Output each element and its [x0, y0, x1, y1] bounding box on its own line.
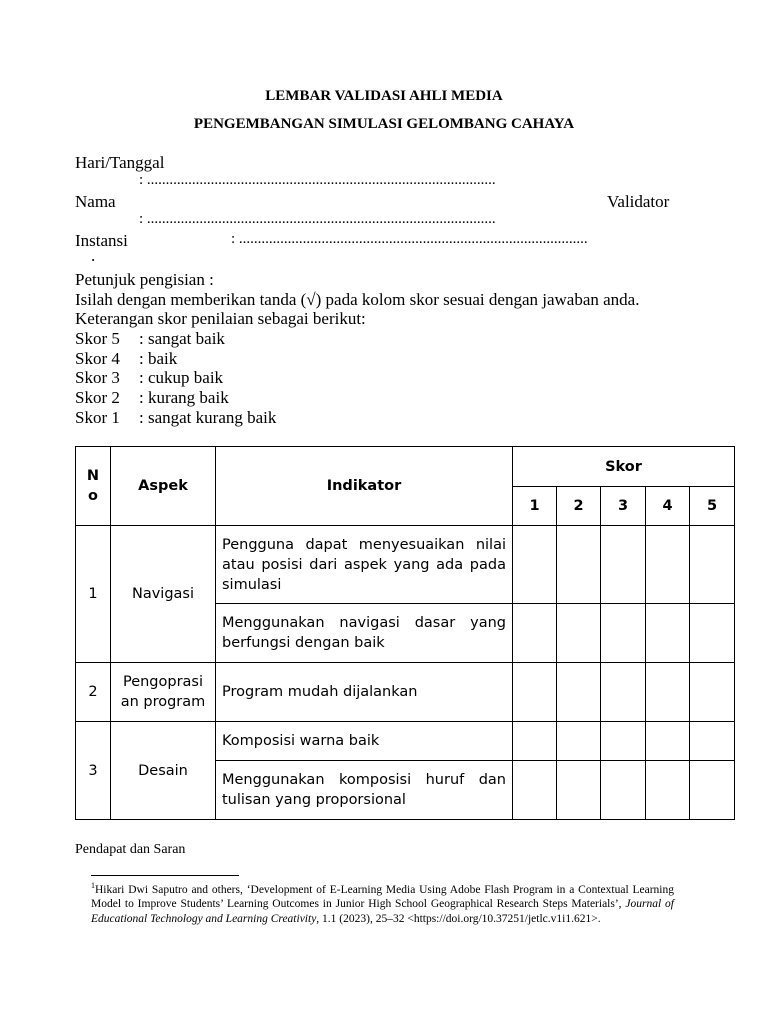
footnote-tail: , 1.1 (2023), 25–32 <https://doi.org/10.37251/jetlc.v1i1.621>.: [316, 912, 601, 925]
footnote: [91, 879, 674, 926]
score-legend-4: [75, 349, 177, 369]
score-cell[interactable]: [646, 526, 690, 604]
score-desc: : kurang baik: [139, 388, 229, 407]
score-cell[interactable]: [557, 663, 601, 722]
header-no-line1: N: [86, 468, 100, 484]
score-cell[interactable]: [557, 526, 601, 604]
score-cell[interactable]: [690, 722, 735, 761]
hari-value: : .............................................................................................: [139, 172, 496, 188]
row-indikator: Program mudah dijalankan: [216, 663, 513, 722]
score-cell[interactable]: [690, 761, 735, 820]
table-row: [76, 722, 735, 761]
score-cell[interactable]: [513, 761, 557, 820]
skor-col-2: 2: [557, 487, 601, 526]
instruction-line-2: Keterangan skor penilaian sebagai berikut:: [75, 309, 366, 328]
score-legend-5: [75, 329, 225, 349]
table-row: [76, 526, 735, 604]
row-indikator: Komposisi warna baik: [216, 722, 513, 761]
score-cell[interactable]: [557, 604, 601, 663]
score-cell[interactable]: [646, 604, 690, 663]
score-cell[interactable]: [646, 663, 690, 722]
instansi-label: Instansi: [75, 231, 128, 250]
score-desc: : sangat kurang baik: [139, 408, 277, 427]
skor-col-5: 5: [690, 487, 735, 526]
score-cell[interactable]: [601, 722, 646, 761]
score-cell[interactable]: [690, 604, 735, 663]
row-aspek: Desain: [111, 722, 216, 820]
score-cell[interactable]: [513, 722, 557, 761]
score-cell[interactable]: [646, 722, 690, 761]
score-cell[interactable]: [601, 604, 646, 663]
row-indikator: Menggunakan komposisi huruf dan tulisan yang proporsional: [216, 761, 513, 820]
instansi-dot: .: [91, 246, 96, 265]
skor-col-1: 1: [513, 487, 557, 526]
score-legend-1: [75, 408, 276, 428]
footnote-mark: 1: [91, 881, 95, 890]
score-key: Skor 3: [75, 368, 120, 387]
footnote-journal: Journal of Educational Technology and Learning Creativity: [91, 898, 674, 925]
nama-value: : .............................................................................................: [139, 211, 496, 227]
instansi-value: : .............................................................................................: [231, 231, 588, 247]
score-cell[interactable]: [601, 761, 646, 820]
header-indikator: Indikator: [216, 447, 513, 526]
row-aspek: [111, 663, 216, 722]
validator-label: Validator: [607, 192, 670, 211]
header-no-line2: o: [88, 488, 98, 504]
score-cell[interactable]: [690, 663, 735, 722]
row-indikator: Menggunakan navigasi dasar yang berfungsi dengan baik: [216, 604, 513, 663]
row-indikator: Pengguna dapat menyesuaikan nilai atau posisi dari aspek yang ada pada simulasi: [216, 526, 513, 604]
score-key: Skor 5: [75, 329, 120, 348]
footnote-divider: [91, 875, 239, 876]
nama-label: Nama: [75, 192, 116, 211]
score-cell[interactable]: [557, 761, 601, 820]
score-key: Skor 4: [75, 349, 120, 368]
table-row: [76, 663, 735, 722]
score-cell[interactable]: [513, 526, 557, 604]
skor-col-3: 3: [601, 487, 646, 526]
score-cell[interactable]: [513, 604, 557, 663]
score-desc: : cukup baik: [139, 368, 224, 387]
score-cell[interactable]: [513, 663, 557, 722]
row-aspek-line2: an program: [120, 694, 206, 710]
doc-subtitle: PENGEMBANGAN SIMULASI GELOMBANG CAHAYA: [193, 116, 575, 132]
row-aspek-line1: Pengoprasi: [122, 674, 204, 690]
petunjuk-label: Petunjuk pengisian :: [75, 270, 214, 289]
score-cell[interactable]: [690, 526, 735, 604]
footnote-text: Hikari Dwi Saputro and others, ‘Development of E-Learning Media Using Adobe Flash Program in a Contextual Learning Model to Improve Students’ Learning Outcomes in Junior High School Geographical Research Steps Materials’,: [91, 883, 674, 911]
score-cell[interactable]: [557, 722, 601, 761]
row-no: 3: [76, 722, 111, 820]
score-key: Skor 2: [75, 388, 120, 407]
row-no: 1: [76, 526, 111, 663]
score-cell[interactable]: [646, 761, 690, 820]
score-legend-2: [75, 388, 229, 408]
score-cell[interactable]: [601, 526, 646, 604]
header-skor: Skor: [513, 447, 735, 487]
score-key: Skor 1: [75, 408, 120, 427]
row-aspek: Navigasi: [111, 526, 216, 663]
score-desc: : sangat baik: [139, 329, 225, 348]
validation-table: [75, 446, 735, 820]
row-no: 2: [76, 663, 111, 722]
header-aspek: Aspek: [111, 447, 216, 526]
header-no: [76, 447, 111, 526]
saran-label: Pendapat dan Saran: [75, 842, 186, 857]
instruction-line-1: Isilah dengan memberikan tanda (√) pada kolom skor sesuai dengan jawaban anda.: [75, 290, 640, 309]
doc-title: LEMBAR VALIDASI AHLI MEDIA: [265, 88, 503, 104]
score-legend-3: [75, 368, 223, 388]
score-desc: : baik: [139, 349, 178, 368]
score-cell[interactable]: [601, 663, 646, 722]
skor-col-4: 4: [646, 487, 690, 526]
hari-label: Hari/Tanggal: [75, 153, 165, 172]
